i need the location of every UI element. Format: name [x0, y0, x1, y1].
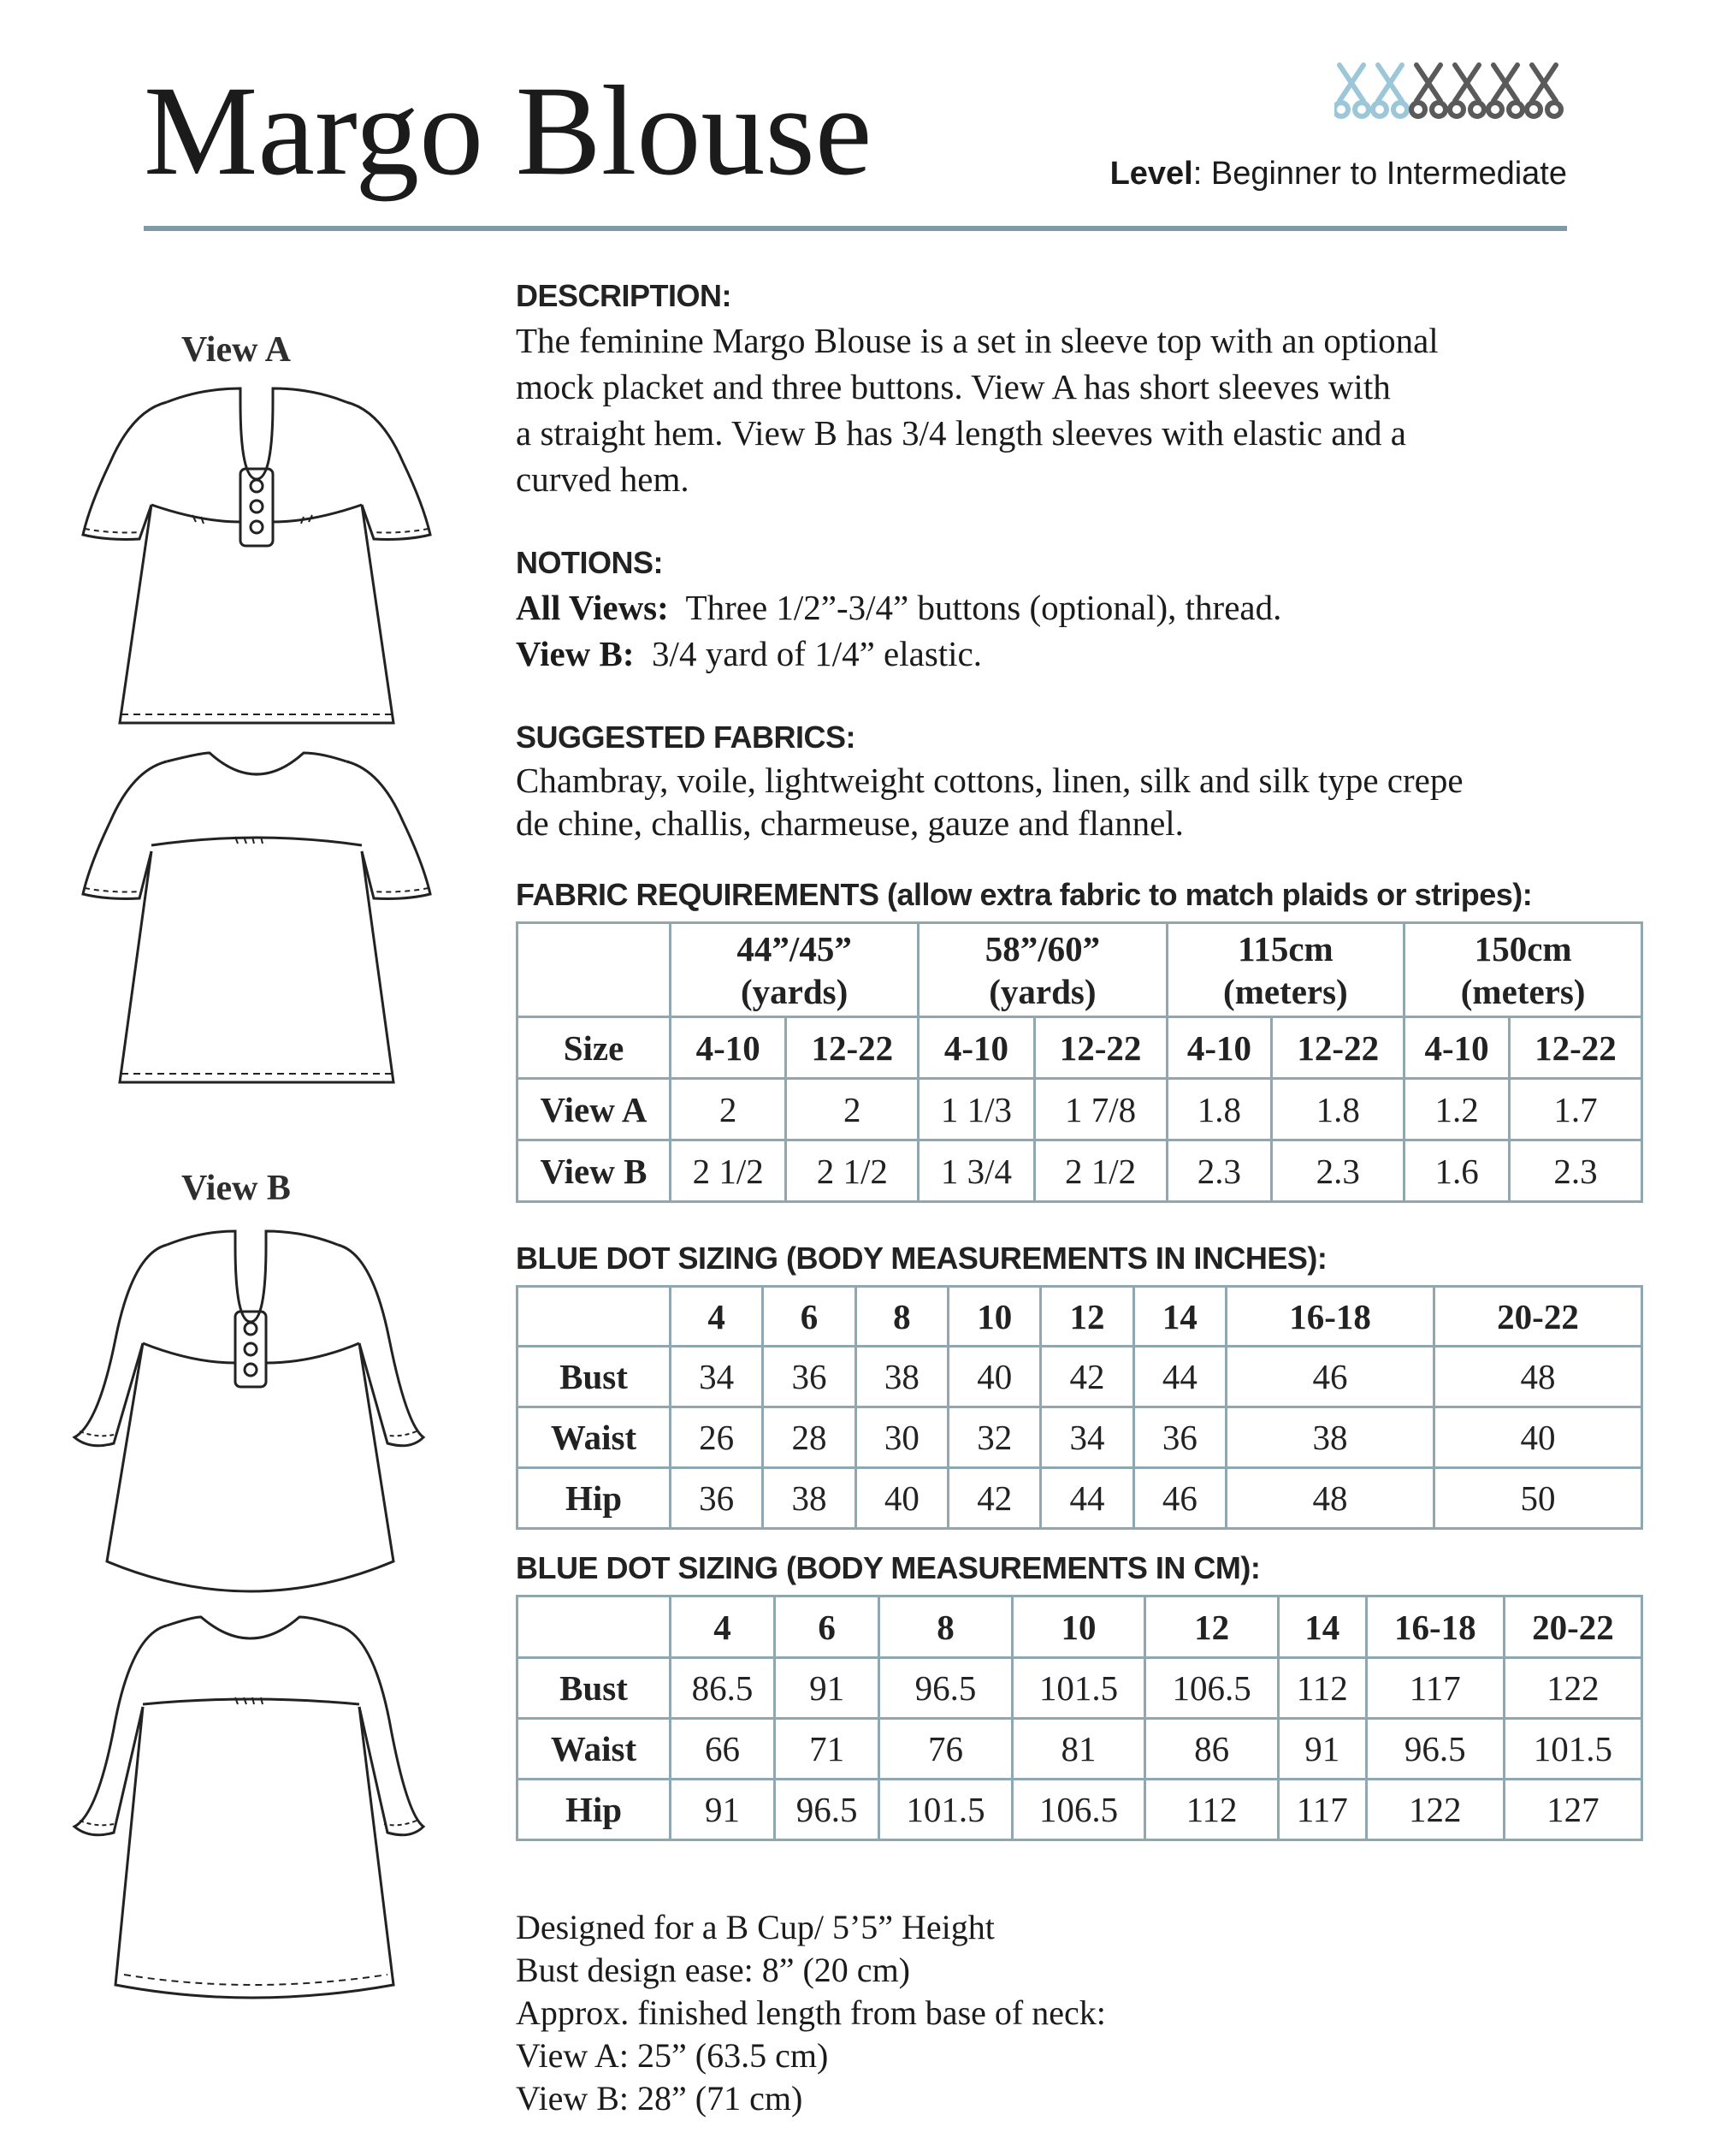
table-cell: 86	[1145, 1719, 1279, 1780]
size-cell: 12-22	[1509, 1017, 1641, 1079]
table-cell: 32	[949, 1407, 1041, 1468]
size-cell: 12-22	[786, 1017, 919, 1079]
table-cell: 38	[855, 1347, 948, 1407]
table-cell: 44	[1133, 1347, 1226, 1407]
row-label: Bust	[517, 1658, 671, 1719]
size-label-cell: Size	[517, 1017, 671, 1079]
table-cell: 2	[786, 1079, 919, 1140]
table-cell: 112	[1145, 1780, 1279, 1840]
fit-notes	[516, 1906, 1106, 2120]
table-cell: 38	[1227, 1407, 1434, 1468]
notions-all-views	[516, 584, 1645, 631]
table-cell: 36	[1133, 1407, 1226, 1468]
size-cell: 12-22	[1034, 1017, 1167, 1079]
view-b-back-illustration	[64, 1608, 432, 2019]
table-cell: 30	[855, 1407, 948, 1468]
table-cell: 101.5	[1504, 1719, 1641, 1780]
header-divider	[144, 226, 1567, 231]
view-b-front-illustration	[64, 1219, 432, 1604]
table-cell: 50	[1434, 1468, 1642, 1529]
notions-all-views-label: All Views:	[516, 588, 669, 627]
table-cell: 1.2	[1404, 1079, 1510, 1140]
table-cell: 2 1/2	[786, 1140, 919, 1202]
row-label: View B	[517, 1140, 671, 1202]
view-a-front-illustration	[73, 376, 432, 736]
size-cell: 6	[775, 1596, 879, 1658]
width-header	[671, 923, 919, 1017]
fabrics-heading: SUGGESTED FABRICS:	[516, 720, 856, 755]
page-title: Margo Blouse	[144, 60, 872, 202]
table-corner-cell	[517, 923, 671, 1017]
table-cell: 71	[775, 1719, 879, 1780]
width-header	[919, 923, 1167, 1017]
size-cell: 20-22	[1504, 1596, 1641, 1658]
table-cell: 2 1/2	[1034, 1140, 1167, 1202]
width-header	[1167, 923, 1404, 1017]
scissors-icon	[1411, 65, 1446, 116]
size-row	[517, 1596, 1642, 1658]
width-unit: (yards)	[989, 971, 1097, 1011]
table-cell: 96.5	[879, 1658, 1013, 1719]
table-cell: 40	[1434, 1407, 1642, 1468]
notions-view-b-label: View B:	[516, 634, 635, 673]
width-unit: (meters)	[1223, 971, 1348, 1011]
table-cell: 1.7	[1509, 1079, 1641, 1140]
table-cell: 42	[949, 1468, 1041, 1529]
size-cell: 12-22	[1272, 1017, 1404, 1079]
row-label: View A	[517, 1079, 671, 1140]
scissors-icon	[1334, 65, 1369, 116]
table-cell: 117	[1278, 1780, 1366, 1840]
size-cell: 8	[879, 1596, 1013, 1658]
table-cell: 96.5	[1366, 1719, 1504, 1780]
size-cell: 4	[671, 1287, 763, 1347]
size-row	[517, 1017, 1642, 1079]
size-cell: 16-18	[1227, 1287, 1434, 1347]
level-value: : Beginner to Intermediate	[1192, 156, 1567, 192]
row-label: Waist	[517, 1719, 671, 1780]
size-cell: 4-10	[1404, 1017, 1510, 1079]
table-row	[517, 1407, 1642, 1468]
scissors-icon	[1450, 65, 1484, 116]
view-a-label: View A	[181, 330, 291, 370]
sizing-inches-heading: BLUE DOT SIZING (BODY MEASUREMENTS IN INCHES):	[516, 1241, 1328, 1276]
fabric-requirements-heading: FABRIC REQUIREMENTS (allow extra fabric to match plaids or stripes):	[516, 877, 1533, 912]
size-cell: 14	[1133, 1287, 1226, 1347]
width-value: 150cm	[1474, 928, 1572, 968]
table-header-row	[517, 923, 1642, 1017]
description-body	[516, 317, 1645, 502]
row-label: Hip	[517, 1468, 671, 1529]
description-heading: DESCRIPTION:	[516, 278, 732, 313]
notions-all-views-text: Three 1/2”-3/4” buttons (optional), thread.	[668, 588, 1282, 627]
notions-heading: NOTIONS:	[516, 545, 663, 580]
table-cell: 106.5	[1145, 1658, 1279, 1719]
size-cell: 20-22	[1434, 1287, 1642, 1347]
level-label: Level	[1109, 156, 1193, 192]
table-cell: 34	[671, 1347, 763, 1407]
table-cell: 40	[855, 1468, 948, 1529]
width-header	[1404, 923, 1642, 1017]
fit-note-line: View B: 28” (71 cm)	[516, 2079, 803, 2118]
table-cell: 101.5	[1012, 1658, 1145, 1719]
table-cell: 48	[1434, 1347, 1642, 1407]
table-cell: 2.3	[1167, 1140, 1272, 1202]
table-cell: 91	[775, 1658, 879, 1719]
table-cell: 91	[1278, 1719, 1366, 1780]
table-row	[517, 1140, 1642, 1202]
fabrics-line: Chambray, voile, lightweight cottons, linen, silk and silk type crepe	[516, 761, 1464, 800]
notions-view-b	[516, 631, 1645, 677]
description-line: curved hem.	[516, 459, 689, 499]
size-row	[517, 1287, 1642, 1347]
table-cell: 81	[1012, 1719, 1145, 1780]
table-cell: 44	[1041, 1468, 1133, 1529]
sizing-cm-heading: BLUE DOT SIZING (BODY MEASUREMENTS IN CM):	[516, 1550, 1261, 1585]
size-cell: 16-18	[1366, 1596, 1504, 1658]
width-value: 115cm	[1238, 928, 1333, 968]
table-cell: 1 1/3	[919, 1079, 1034, 1140]
table-cell: 76	[879, 1719, 1013, 1780]
table-cell: 122	[1504, 1658, 1641, 1719]
view-a-back-illustration	[73, 744, 432, 1095]
width-unit: (meters)	[1460, 971, 1586, 1011]
sizing-cm-table	[516, 1595, 1643, 1841]
table-cell: 46	[1133, 1468, 1226, 1529]
table-cell: 86.5	[671, 1658, 775, 1719]
table-cell: 40	[949, 1347, 1041, 1407]
description-line: mock placket and three buttons. View A has short sleeves with	[516, 367, 1391, 406]
table-cell: 1 3/4	[919, 1140, 1034, 1202]
scissors-icon	[1373, 65, 1407, 116]
scissors-icon	[1488, 65, 1523, 116]
fit-note-line: View A: 25” (63.5 cm)	[516, 2036, 829, 2075]
table-cell: 2.3	[1509, 1140, 1641, 1202]
table-cell: 127	[1504, 1780, 1641, 1840]
view-b-label: View B	[181, 1169, 291, 1208]
table-corner-cell	[517, 1287, 671, 1347]
size-cell: 10	[1012, 1596, 1145, 1658]
size-cell: 12	[1145, 1596, 1279, 1658]
table-cell: 2.3	[1272, 1140, 1404, 1202]
fabrics-line: de chine, challis, charmeuse, gauze and flannel.	[516, 803, 1184, 843]
table-cell: 36	[671, 1468, 763, 1529]
table-cell: 1.8	[1167, 1079, 1272, 1140]
table-cell: 28	[763, 1407, 855, 1468]
table-row	[517, 1347, 1642, 1407]
difficulty-scissors-icons	[1334, 62, 1565, 121]
table-cell: 91	[671, 1780, 775, 1840]
width-value: 58”/60”	[985, 928, 1101, 968]
size-cell: 6	[763, 1287, 855, 1347]
row-label: Hip	[517, 1780, 671, 1840]
table-row	[517, 1658, 1642, 1719]
skill-level	[1110, 156, 1567, 192]
fit-note-line: Designed for a B Cup/ 5’5” Height	[516, 1908, 995, 1946]
fabric-requirements-table	[516, 921, 1643, 1203]
fit-note-line: Approx. finished length from base of neck:	[516, 1993, 1106, 2032]
row-label: Waist	[517, 1407, 671, 1468]
table-cell: 36	[763, 1347, 855, 1407]
width-value: 44”/45”	[736, 928, 852, 968]
size-cell: 12	[1041, 1287, 1133, 1347]
table-corner-cell	[517, 1596, 671, 1658]
description-line: The feminine Margo Blouse is a set in sleeve top with an optional	[516, 321, 1439, 360]
table-row	[517, 1468, 1642, 1529]
table-cell: 122	[1366, 1780, 1504, 1840]
table-row	[517, 1780, 1642, 1840]
table-cell: 117	[1366, 1658, 1504, 1719]
table-cell: 66	[671, 1719, 775, 1780]
table-cell: 2 1/2	[671, 1140, 786, 1202]
table-cell: 1 7/8	[1034, 1079, 1167, 1140]
table-row	[517, 1079, 1642, 1140]
table-cell: 96.5	[775, 1780, 879, 1840]
table-cell: 46	[1227, 1347, 1434, 1407]
notions-view-b-text: 3/4 yard of 1/4” elastic.	[634, 634, 983, 673]
table-cell: 106.5	[1012, 1780, 1145, 1840]
size-cell: 4-10	[919, 1017, 1034, 1079]
table-cell: 34	[1041, 1407, 1133, 1468]
table-cell: 48	[1227, 1468, 1434, 1529]
fit-note-line: Bust design ease: 8” (20 cm)	[516, 1951, 910, 1989]
width-unit: (yards)	[741, 971, 849, 1011]
table-cell: 1.8	[1272, 1079, 1404, 1140]
table-cell: 101.5	[879, 1780, 1013, 1840]
fabrics-body	[516, 759, 1645, 844]
table-cell: 1.6	[1404, 1140, 1510, 1202]
size-cell: 8	[855, 1287, 948, 1347]
size-cell: 4-10	[1167, 1017, 1272, 1079]
row-label: Bust	[517, 1347, 671, 1407]
table-cell: 112	[1278, 1658, 1366, 1719]
size-cell: 4-10	[671, 1017, 786, 1079]
table-row	[517, 1719, 1642, 1780]
scissors-icon	[1527, 65, 1561, 116]
table-cell: 2	[671, 1079, 786, 1140]
table-cell: 42	[1041, 1347, 1133, 1407]
table-cell: 38	[763, 1468, 855, 1529]
sizing-inches-table	[516, 1285, 1643, 1530]
size-cell: 14	[1278, 1596, 1366, 1658]
description-line: a straight hem. View B has 3/4 length sleeves with elastic and a	[516, 413, 1406, 453]
size-cell: 10	[949, 1287, 1041, 1347]
size-cell: 4	[671, 1596, 775, 1658]
table-cell: 26	[671, 1407, 763, 1468]
